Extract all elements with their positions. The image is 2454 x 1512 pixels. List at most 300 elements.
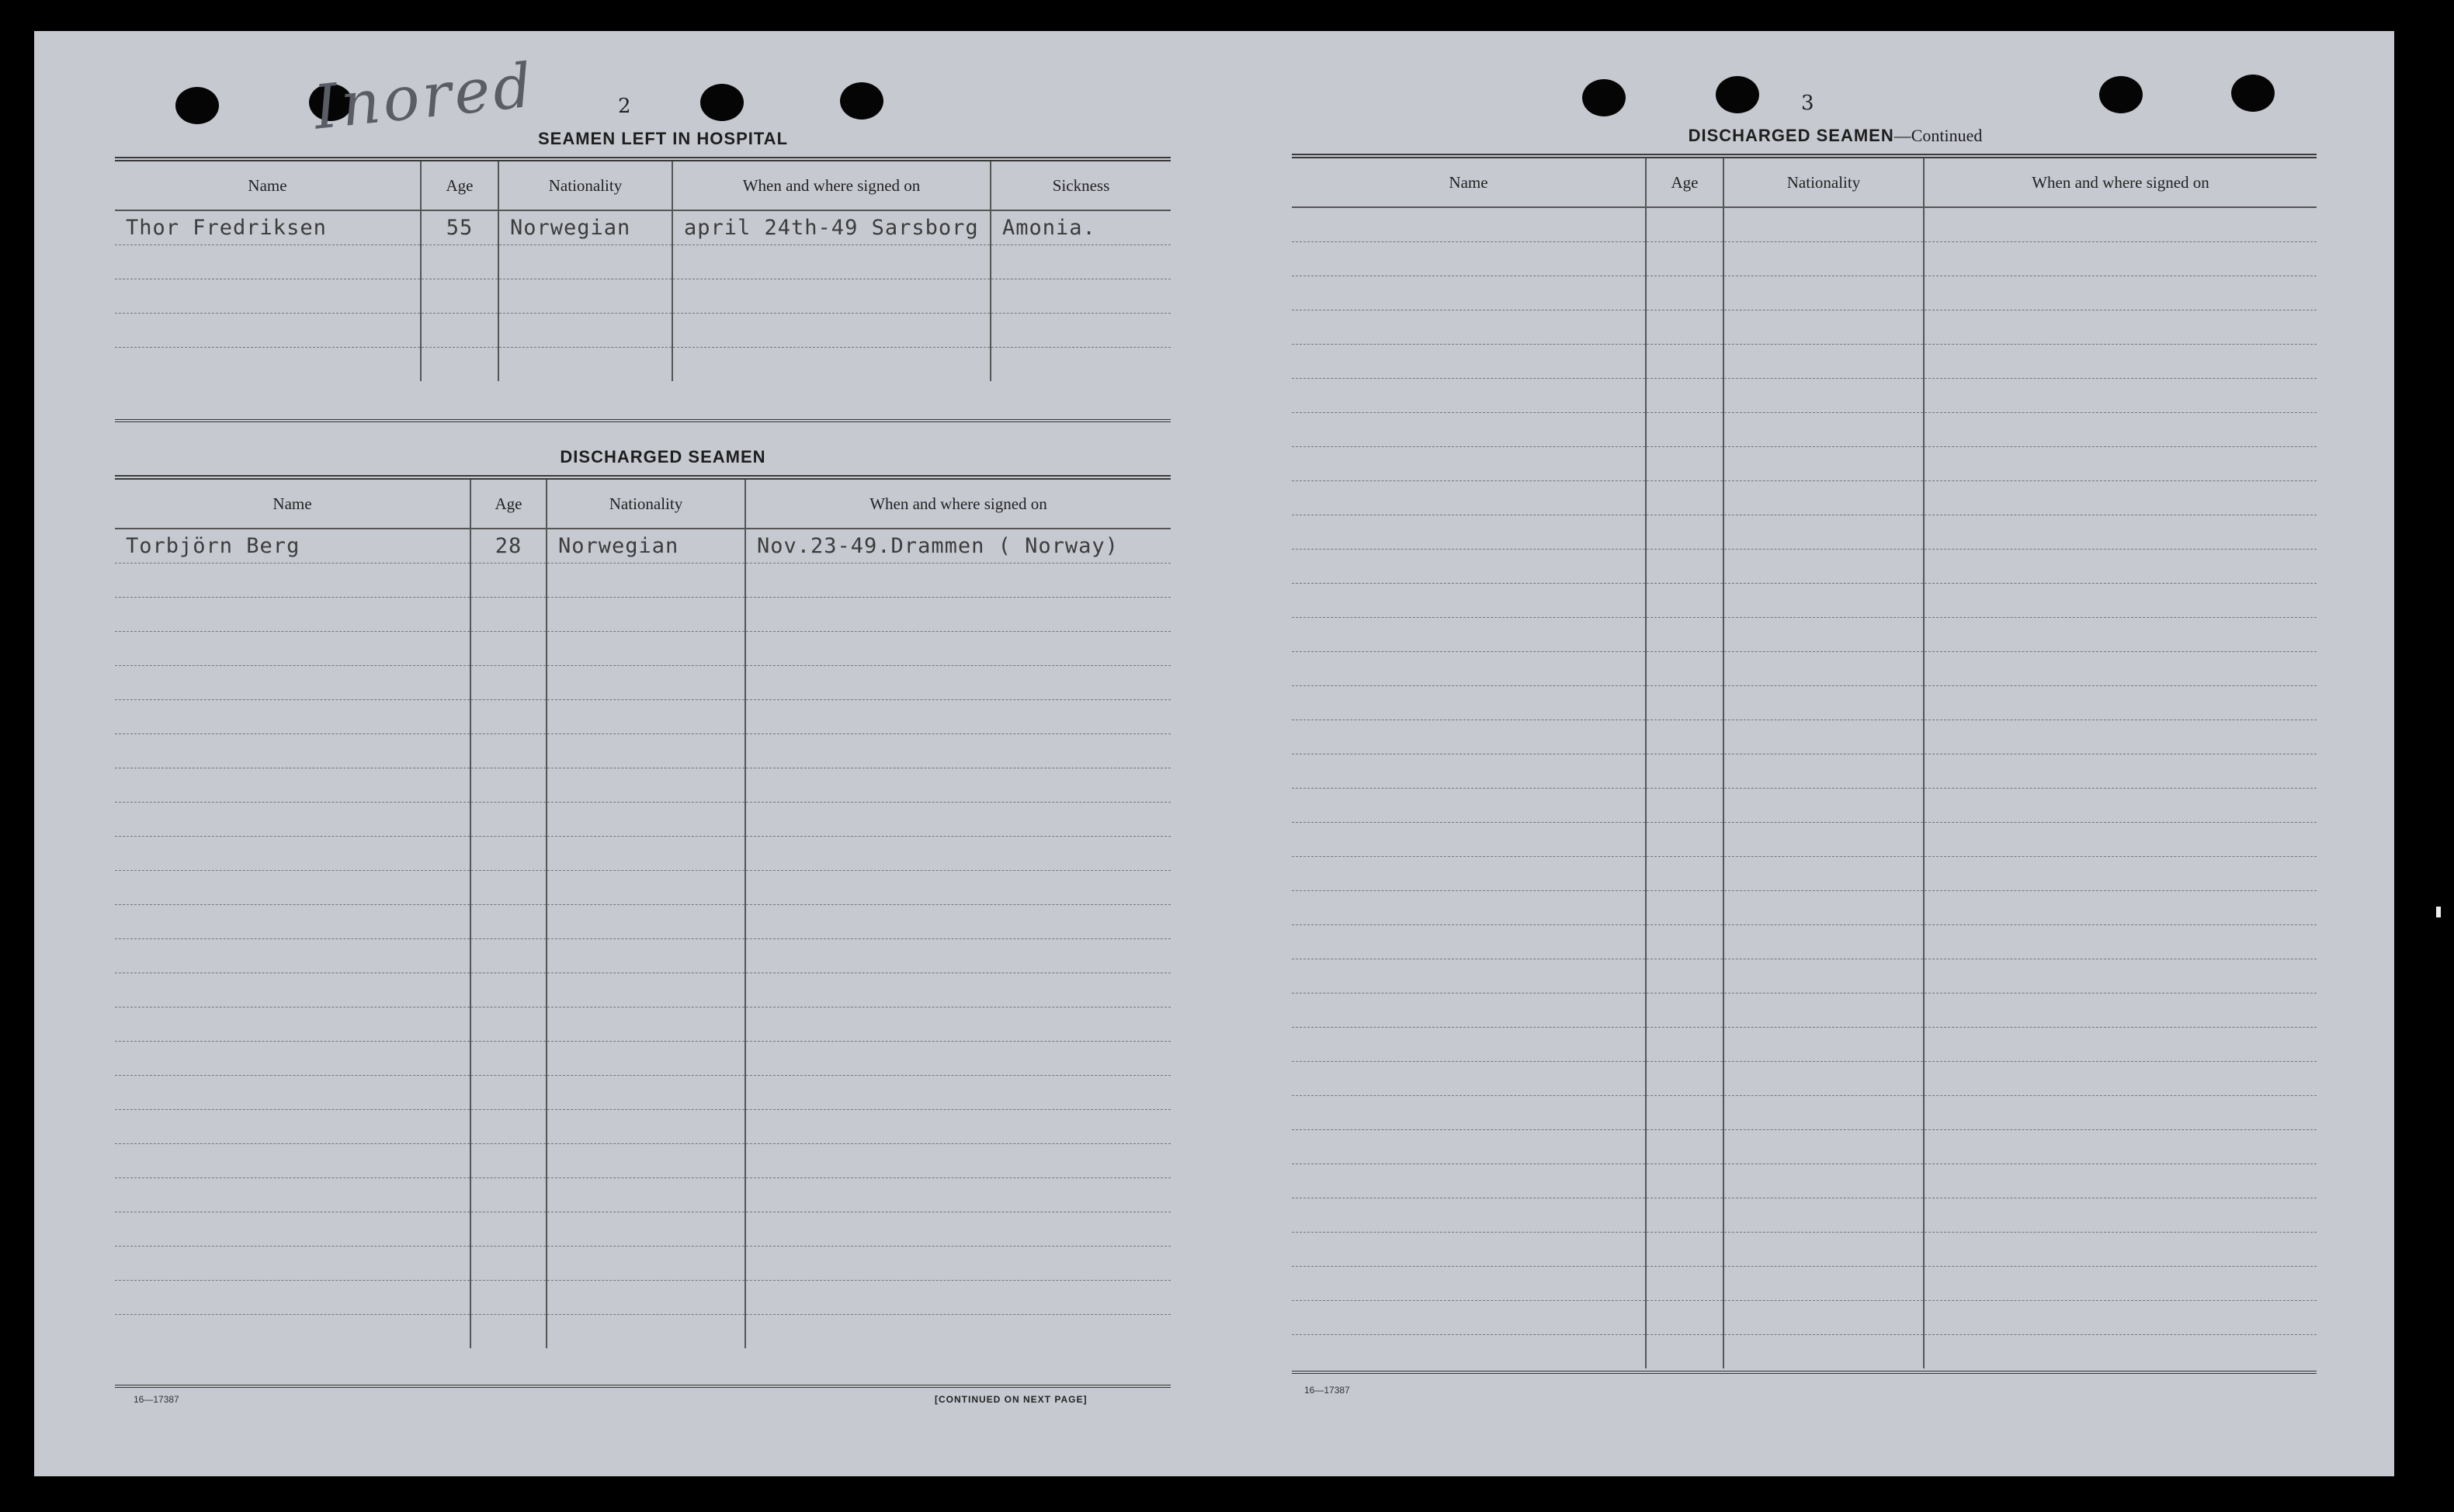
table-cell [470,768,547,803]
table-cell [1292,447,1646,481]
table-cell [1646,584,1723,618]
table-cell [1924,1062,2317,1096]
table-cell [991,279,1171,314]
table-cell [1924,379,2317,413]
table-cell [470,564,547,598]
table-cell [1292,1267,1646,1301]
table-row [1292,686,2317,720]
table-row [115,245,1171,279]
table-cell [421,279,498,314]
table-cell [1723,1028,1924,1062]
table-cell [547,598,745,632]
table-cell [745,1007,1171,1042]
table-cell [547,1178,745,1212]
table-row [1292,789,2317,823]
table-cell: Amonia. [991,210,1171,245]
table-cell [745,871,1171,905]
table-cell [1646,652,1723,686]
table-cell [1646,1164,1723,1198]
table-cell [470,1281,547,1315]
table-cell [1646,345,1723,379]
table-cell [1292,1028,1646,1062]
table-row [1292,584,2317,618]
table-cell [1646,1198,1723,1233]
table-cell [1292,994,1646,1028]
table-cell [1924,1233,2317,1267]
punch-hole [175,87,219,124]
table-row [1292,1335,2317,1369]
column-header: Nationality [1723,156,1924,207]
table-cell [1292,720,1646,754]
table-row [1292,857,2317,891]
table-cell [1292,1096,1646,1130]
table-cell [1723,447,1924,481]
table-cell [1924,618,2317,652]
table-cell [115,1281,470,1315]
table-cell: april 24th-49 Sarsborg [672,210,991,245]
table-cell [115,1007,470,1042]
table-cell [470,973,547,1007]
table-cell [470,666,547,700]
table-cell [1723,276,1924,310]
table-cell [745,768,1171,803]
table-cell [547,768,745,803]
table-cell: Norwegian [498,210,672,245]
table-cell [1723,652,1924,686]
table-row [1292,481,2317,515]
table-cell [1292,276,1646,310]
table-cell [115,1110,470,1144]
table-cell [547,1076,745,1110]
table-cell [547,905,745,939]
table-cell [1723,1164,1924,1198]
column-header: Age [470,477,547,529]
table-cell [745,1144,1171,1178]
table-cell [1924,1267,2317,1301]
table-cell [1924,413,2317,447]
punch-hole [1582,79,1626,116]
table-cell [470,632,547,666]
table-cell [115,837,470,871]
table-row [115,734,1171,768]
table-row [1292,754,2317,789]
table-cell [1292,823,1646,857]
table-cell [1723,584,1924,618]
table-cell [1646,959,1723,994]
table-row [1292,515,2317,550]
table-cell [745,564,1171,598]
table-row [115,314,1171,348]
right-page-number: 3 [1801,92,1814,115]
column-header: Age [1646,156,1723,207]
table-cell [1292,789,1646,823]
table-cell [421,245,498,279]
table-cell [1292,925,1646,959]
table-row [1292,1062,2317,1096]
table-cell [1924,515,2317,550]
table-cell [1924,925,2317,959]
discharged-table-bottom-rule [115,1385,1171,1388]
table-cell [745,700,1171,734]
table-row [115,598,1171,632]
column-header: Sickness [991,159,1171,210]
table-cell [470,1247,547,1281]
table-cell [115,1315,470,1349]
hospital-table-bottom-rule [115,419,1171,422]
table-cell [1723,310,1924,345]
table-cell [470,905,547,939]
table-row [115,1076,1171,1110]
table-row [115,700,1171,734]
table-row [115,348,1171,382]
column-header: Age [421,159,498,210]
table-cell [547,1212,745,1247]
table-cell [1924,1335,2317,1369]
table-cell [745,1212,1171,1247]
table-cell [115,768,470,803]
table-cell [672,314,991,348]
table-cell [1646,481,1723,515]
edge-speck [2436,907,2441,917]
table-cell [1292,1164,1646,1198]
table-cell [745,1281,1171,1315]
table-cell [1292,481,1646,515]
table-cell [1292,1062,1646,1096]
table-cell [1924,1164,2317,1198]
table-cell [1292,345,1646,379]
document-sheet [34,31,2394,1476]
discharged-section-title: DISCHARGED SEAMEN [560,447,766,466]
table-cell [470,734,547,768]
table-cell: 28 [470,529,547,564]
column-header: Nationality [498,159,672,210]
continued-table-bottom-rule [1292,1371,2317,1374]
table-cell [991,348,1171,382]
table-cell [115,734,470,768]
handwritten-note: Inored [311,50,539,144]
table-cell [1723,345,1924,379]
table-cell [1723,1267,1924,1301]
table-cell [498,279,672,314]
table-cell [547,1042,745,1076]
table-row [115,564,1171,598]
table-row [115,1144,1171,1178]
punch-hole [2099,76,2143,113]
table-cell [115,803,470,837]
table-cell [1924,242,2317,276]
discharged-continued-title-main: DISCHARGED SEAMEN [1688,126,1894,145]
table-cell [115,939,470,973]
table-cell [1646,857,1723,891]
discharged-table [115,475,1171,1348]
table-row [115,837,1171,871]
table-row [115,1007,1171,1042]
table-cell [1924,823,2317,857]
table-row [115,210,1171,245]
table-cell [991,314,1171,348]
table-cell [470,1144,547,1178]
column-header: When and where signed on [1924,156,2317,207]
table-row [115,1178,1171,1212]
table-cell [1723,481,1924,515]
table-cell [115,348,421,382]
table-row [115,1212,1171,1247]
left-form-number: 16—17387 [134,1394,179,1405]
table-cell [1646,994,1723,1028]
table-cell: Thor Fredriksen [115,210,421,245]
table-cell [1292,379,1646,413]
table-cell [547,700,745,734]
table-cell [470,803,547,837]
table-cell: Torbjörn Berg [115,529,470,564]
table-cell [1723,823,1924,857]
table-cell [1646,686,1723,720]
table-cell [470,700,547,734]
table-cell: Nov.23-49.Drammen ( Norway) [745,529,1171,564]
table-cell [1924,1198,2317,1233]
table-row [1292,447,2317,481]
table-cell [1723,789,1924,823]
table-cell [115,564,470,598]
table-row [115,279,1171,314]
table-cell [745,598,1171,632]
table-cell [1723,1335,1924,1369]
table-cell [547,734,745,768]
table-cell [745,905,1171,939]
table-row [1292,1164,2317,1198]
table-cell [1723,1233,1924,1267]
table-cell [1646,1301,1723,1335]
punch-hole [1716,76,1759,113]
table-cell [547,1007,745,1042]
table-row [115,632,1171,666]
table-row [1292,207,2317,242]
table-cell [1292,584,1646,618]
table-cell [1646,413,1723,447]
table-cell [115,700,470,734]
table-cell [1924,959,2317,994]
table-cell [1646,242,1723,276]
table-cell [1646,310,1723,345]
table-cell [1646,1028,1723,1062]
table-row [1292,242,2317,276]
column-header: Name [1292,156,1646,207]
table-cell [1646,1130,1723,1164]
table-cell [547,666,745,700]
table-cell [1924,447,2317,481]
table-cell [547,1247,745,1281]
table-row [1292,1233,2317,1267]
table-cell [115,1212,470,1247]
table-cell [1723,550,1924,584]
table-cell [1646,1335,1723,1369]
table-cell [1723,1198,1924,1233]
table-cell [547,564,745,598]
table-cell [115,314,421,348]
table-cell [1292,515,1646,550]
table-cell [1723,1062,1924,1096]
column-header: Name [115,159,421,210]
table-cell [1924,857,2317,891]
table-cell [1292,1233,1646,1267]
table-cell [1723,857,1924,891]
table-cell [470,1042,547,1076]
table-cell [1924,1301,2317,1335]
left-page-number: 2 [618,95,631,118]
table-row [115,1110,1171,1144]
table-cell [1292,1335,1646,1369]
table-cell [1292,686,1646,720]
table-row [1292,276,2317,310]
table-cell [1646,1062,1723,1096]
table-row [1292,310,2317,345]
table-cell [1924,789,2317,823]
table-cell [498,348,672,382]
table-row [1292,1096,2317,1130]
table-row [115,666,1171,700]
table-cell [470,1315,547,1349]
table-cell [1292,310,1646,345]
table-cell [115,1144,470,1178]
table-cell [745,1315,1171,1349]
table-cell [470,871,547,905]
table-cell [672,279,991,314]
table-row [1292,823,2317,857]
table-cell [1292,891,1646,925]
table-row [115,1315,1171,1349]
table-cell: Norwegian [547,529,745,564]
table-cell [1723,994,1924,1028]
table-cell [498,314,672,348]
table-row [115,803,1171,837]
table-cell [1646,447,1723,481]
column-header: When and where signed on [672,159,991,210]
table-cell [1924,652,2317,686]
table-cell [1723,686,1924,720]
table-row [115,939,1171,973]
continued-note: [CONTINUED ON NEXT PAGE] [935,1394,1088,1405]
table-cell [1924,1130,2317,1164]
table-row [1292,959,2317,994]
table-cell [115,666,470,700]
table-cell: 55 [421,210,498,245]
table-cell [1292,618,1646,652]
table-cell [115,279,421,314]
table-cell [1924,310,2317,345]
table-cell [1292,1301,1646,1335]
table-cell [1646,515,1723,550]
table-row [1292,652,2317,686]
table-cell [421,314,498,348]
table-cell [1646,1096,1723,1130]
table-cell [745,837,1171,871]
table-cell [1292,242,1646,276]
table-cell [1924,345,2317,379]
table-row [115,905,1171,939]
table-cell [547,803,745,837]
table-row [115,1281,1171,1315]
table-cell [1646,550,1723,584]
table-cell [745,1076,1171,1110]
table-cell [547,837,745,871]
table-cell [1723,925,1924,959]
table-cell [1646,379,1723,413]
table-cell [1646,1267,1723,1301]
table-cell [745,973,1171,1007]
table-cell [1723,720,1924,754]
right-form-number: 16—17387 [1304,1385,1350,1396]
table-cell [1924,720,2317,754]
table-cell [745,1110,1171,1144]
table-row [1292,1028,2317,1062]
table-cell [1924,276,2317,310]
table-cell [547,1144,745,1178]
table-cell [1292,413,1646,447]
table-cell [115,1178,470,1212]
table-row [1292,891,2317,925]
table-cell [115,245,421,279]
table-cell [1646,754,1723,789]
table-cell [115,871,470,905]
table-cell [1646,789,1723,823]
table-cell [745,666,1171,700]
hospital-table [115,157,1171,381]
table-row [1292,345,2317,379]
table-cell [498,245,672,279]
table-cell [1723,959,1924,994]
table-cell [470,598,547,632]
table-cell [547,1281,745,1315]
table-cell [1723,754,1924,789]
table-cell [1723,242,1924,276]
table-cell [547,973,745,1007]
table-row [1292,1267,2317,1301]
table-cell [672,245,991,279]
table-cell [547,871,745,905]
discharged-continued-title [1292,126,2379,146]
table-cell [745,1042,1171,1076]
table-cell [1646,276,1723,310]
table-cell [1723,1096,1924,1130]
table-cell [115,973,470,1007]
table-row [1292,1130,2317,1164]
table-row [1292,720,2317,754]
table-row [1292,1198,2317,1233]
table-cell [1723,1301,1924,1335]
table-cell [1292,207,1646,242]
table-cell [1646,1233,1723,1267]
table-row [115,973,1171,1007]
table-cell [1924,207,2317,242]
table-cell [1924,686,2317,720]
table-cell [1646,823,1723,857]
table-cell [991,245,1171,279]
table-cell [1924,1028,2317,1062]
table-cell [115,1042,470,1076]
table-cell [745,1178,1171,1212]
table-cell [1646,618,1723,652]
table-row [1292,925,2317,959]
table-row [115,1042,1171,1076]
punch-hole [2231,75,2275,112]
table-cell [1723,379,1924,413]
discharged-continued-title-suffix: —Continued [1893,126,1983,145]
table-cell [470,1076,547,1110]
table-cell [745,734,1171,768]
table-cell [470,837,547,871]
table-cell [1723,515,1924,550]
table-cell [672,348,991,382]
